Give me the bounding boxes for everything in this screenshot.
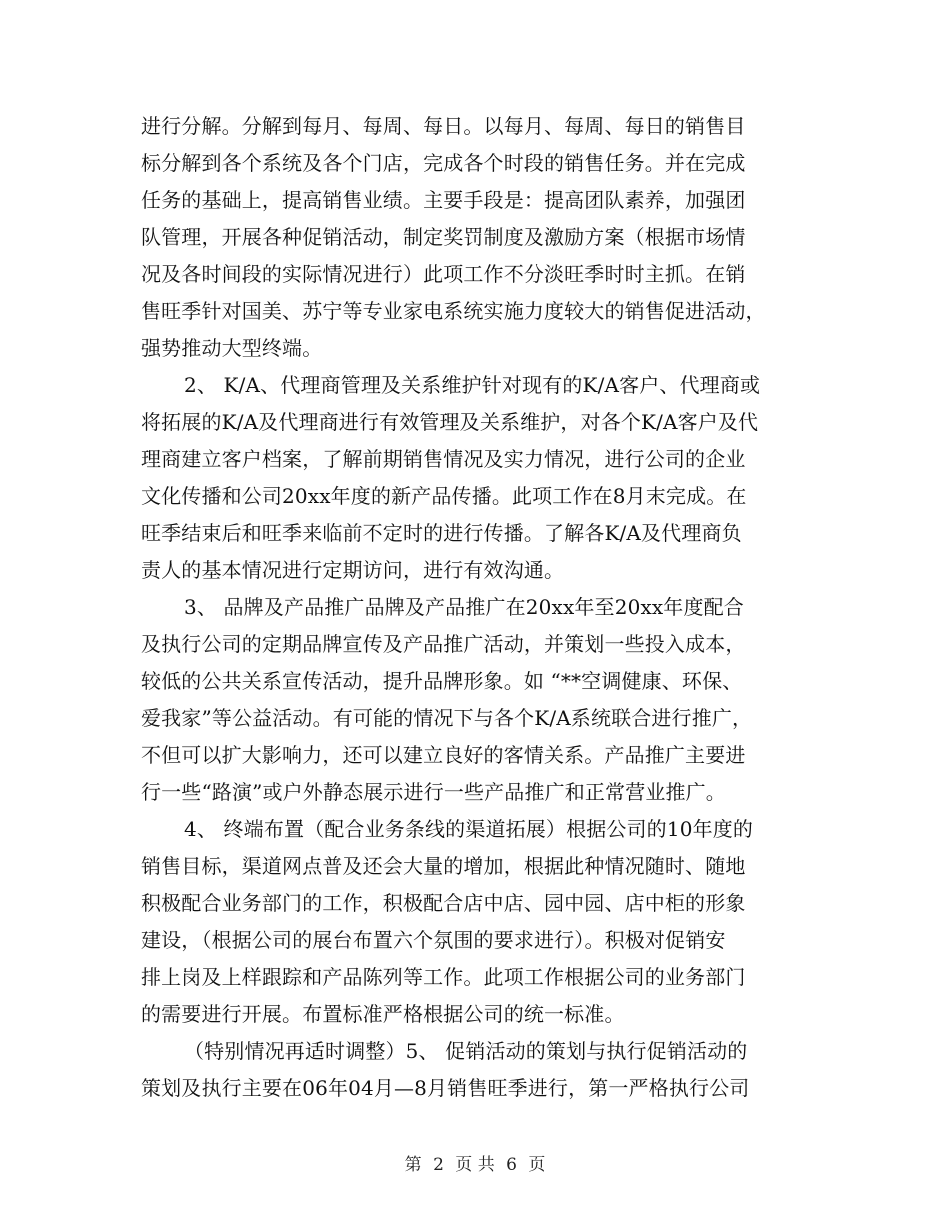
text-line: 排上岗及上样跟踪和产品陈列等工作。此项工作根据公司的业务部门 <box>141 965 746 989</box>
document-body <box>141 108 811 1107</box>
text-line: 旺季结束后和旺季来临前不定时的进行传播。了解各K/A及代理商负 <box>141 521 742 545</box>
text-line: 较低的公共关系宣传活动，提升品牌形象。如 “**空调健康、环保、 <box>141 669 743 693</box>
current-page-number: 2 <box>433 1155 444 1175</box>
text-line: 及执行公司的定期品牌宣传及产品推广活动，并策划一些投入成本， <box>141 632 746 656</box>
text-line: 标分解到各个系统及各个门店，完成各个时段的销售任务。并在完成 <box>141 151 746 175</box>
paragraph-start-line: 3、 品牌及产品推广品牌及产品推广在20xx年至20xx年度配合 <box>184 595 744 619</box>
text-line: 理商建立客户档案，了解前期销售情况及实力情况，进行公司的企业 <box>141 447 746 471</box>
text-line: 队管理，开展各种促销活动，制定奖罚制度及激励方案（根据市场情 <box>141 225 746 249</box>
footer-middle-text: 页 共 <box>455 1155 495 1175</box>
text-line: 建设，（根据公司的展台布置六个氛围的要求进行）。积极对促销安 <box>141 928 726 952</box>
text-line: 行一些“路演”或户外静态展示进行一些产品推广和正常营业推广。 <box>141 780 726 804</box>
paragraph-start-line: 4、 终端布置（配合业务条线的渠道拓展）根据公司的10年度的 <box>184 817 754 841</box>
text-line: 任务的基础上，提高销售业绩。主要手段是：提高团队素养，加强团 <box>141 188 746 212</box>
footer-prefix: 第 <box>404 1155 422 1175</box>
paragraph-start-line: 2、 K/A、代理商管理及关系维护针对现有的K/A客户、代理商或 <box>184 373 761 397</box>
paragraph-start-line: （特别情况再适时调整）5、 促销活动的策划与执行促销活动的 <box>184 1039 748 1063</box>
footer-suffix: 页 <box>528 1155 546 1175</box>
page-footer <box>0 1150 950 1175</box>
text-line: 策划及执行主要在06年04月—8月销售旺季进行，第一严格执行公司 <box>141 1076 750 1100</box>
text-line: 文化传播和公司20xx年度的新产品传播。此项工作在8月末完成。在 <box>141 484 747 508</box>
text-line: 积极配合业务部门的工作，积极配合店中店、园中园、店中柜的形象 <box>141 891 746 915</box>
text-line: 爱我家”等公益活动。有可能的情况下与各个K/A系统联合进行推广， <box>141 706 753 730</box>
text-line: 责人的基本情况进行定期访问，进行有效沟通。 <box>141 558 565 582</box>
text-line: 不但可以扩大影响力，还可以建立良好的客情关系。产品推广主要进 <box>141 743 746 767</box>
text-line: 进行分解。分解到每月、每周、每日。以每月、每周、每日的销售目 <box>141 114 746 138</box>
text-line: 强势推动大型终端。 <box>141 336 323 360</box>
text-line: 况及各时间段的实际情况进行）此项工作不分淡旺季时时主抓。在销 <box>141 262 746 286</box>
text-line: 售旺季针对国美、苏宁等专业家电系统实施力度较大的销售促进活动， <box>141 299 766 323</box>
text-line: 的需要进行开展。布置标准严格根据公司的统一标准。 <box>141 1002 625 1026</box>
text-line: 销售目标，渠道网点普及还会大量的增加，根据此种情况随时、随地 <box>141 854 746 878</box>
total-page-number: 6 <box>506 1155 517 1175</box>
text-line: 将拓展的K/A及代理商进行有效管理及关系维护，对各个K/A客户及代 <box>141 410 759 434</box>
